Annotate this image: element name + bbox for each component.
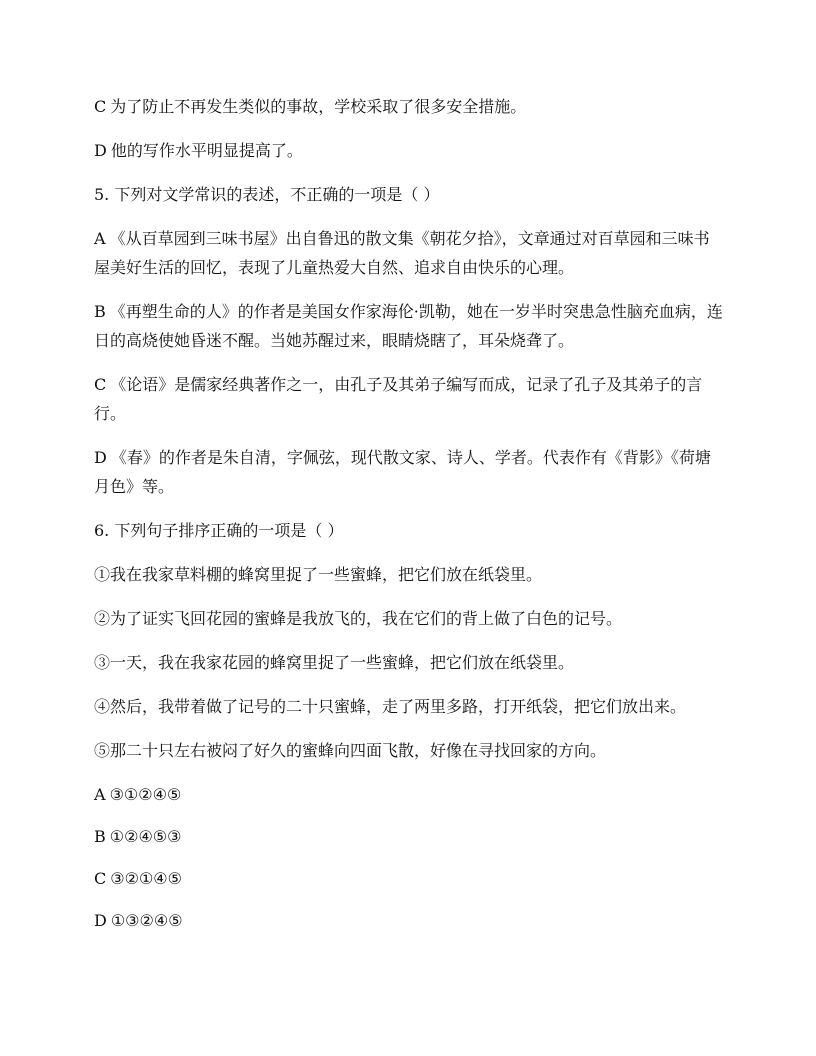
q6-stem: 6. 下列句子排序正确的一项是（ ） [94,521,344,540]
option-text: 《论语》是儒家经典著作之一，由孔子及其弟子编写而成，记录了孔子及其弟子的言行。 [94,375,703,423]
option-label: C [94,375,107,394]
q6-option-b [94,822,724,851]
q5-option-d [94,443,724,501]
option-text: ③①②④⑤ [109,785,182,804]
option-label: C [94,869,107,888]
option-text: 他的写作水平明显提高了。 [110,141,303,160]
q5-stem: 5. 下列对文学常识的表述，不正确的一项是（ ） [94,185,440,204]
option-text: ③②①④⑤ [110,869,182,888]
q6-sentence-4: ④然后，我带着做了记号的二十只蜜蜂，走了两里多路，打开纸袋，把它们放出来。 [94,697,687,716]
option-label: A [94,229,106,248]
q4-option-d [94,136,724,165]
option-text: ①③②④⑤ [110,911,183,930]
option-text: 《再塑生命的人》的作者是美国女作家海伦·凯勒，她在一岁半时突患急性脑充血病，连日的高烧使她昏迷不醒。当她苏醒过来，眼睛烧瞎了，耳朵烧聋了。 [94,302,723,350]
document-page [94,92,724,948]
q6-sentence-5: ⑤那二十只左右被闷了好久的蜜蜂向四面飞散，好像在寻找回家的方向。 [94,741,607,760]
option-label: C [94,97,107,116]
option-label: D [94,911,107,930]
option-text: 《春》的作者是朱自清，字佩弦，现代散文家、诗人、学者。代表作有《背影》《荷塘月色》等。 [94,448,711,496]
q6-sentence-2: ②为了证实飞回花园的蜜蜂是我放飞的，我在它们的背上做了白色的记号。 [94,609,623,628]
option-label: D [94,141,107,160]
q5-option-c [94,370,724,428]
option-text: 为了防止不再发生类似的事故，学校采取了很多安全措施。 [110,97,527,116]
q6-option-d [94,906,724,935]
option-label: D [94,448,107,467]
q6-option-c [94,864,724,893]
q6-sentence-3: ③一天，我在我家花园的蜂窝里捉了一些蜜蜂，把它们放在纸袋里。 [94,653,575,672]
option-label: A [94,785,106,804]
q6-sentence-1: ①我在我家草料棚的蜂窝里捉了一些蜜蜂，把它们放在纸袋里。 [94,565,543,584]
q4-option-c [94,92,724,121]
q6-option-a [94,780,724,809]
q5-option-b [94,297,724,355]
option-label: B [94,302,106,321]
option-text: 《从百草园到三味书屋》出自鲁迅的散文集《朝花夕拾》，文章通过对百草园和三味书屋美好生活的回忆，表现了儿童热爱大自然、追求自由快乐的心理。 [94,229,710,277]
q5-option-a [94,224,724,282]
option-text: ①②④⑤③ [109,827,182,846]
option-label: B [94,827,106,846]
